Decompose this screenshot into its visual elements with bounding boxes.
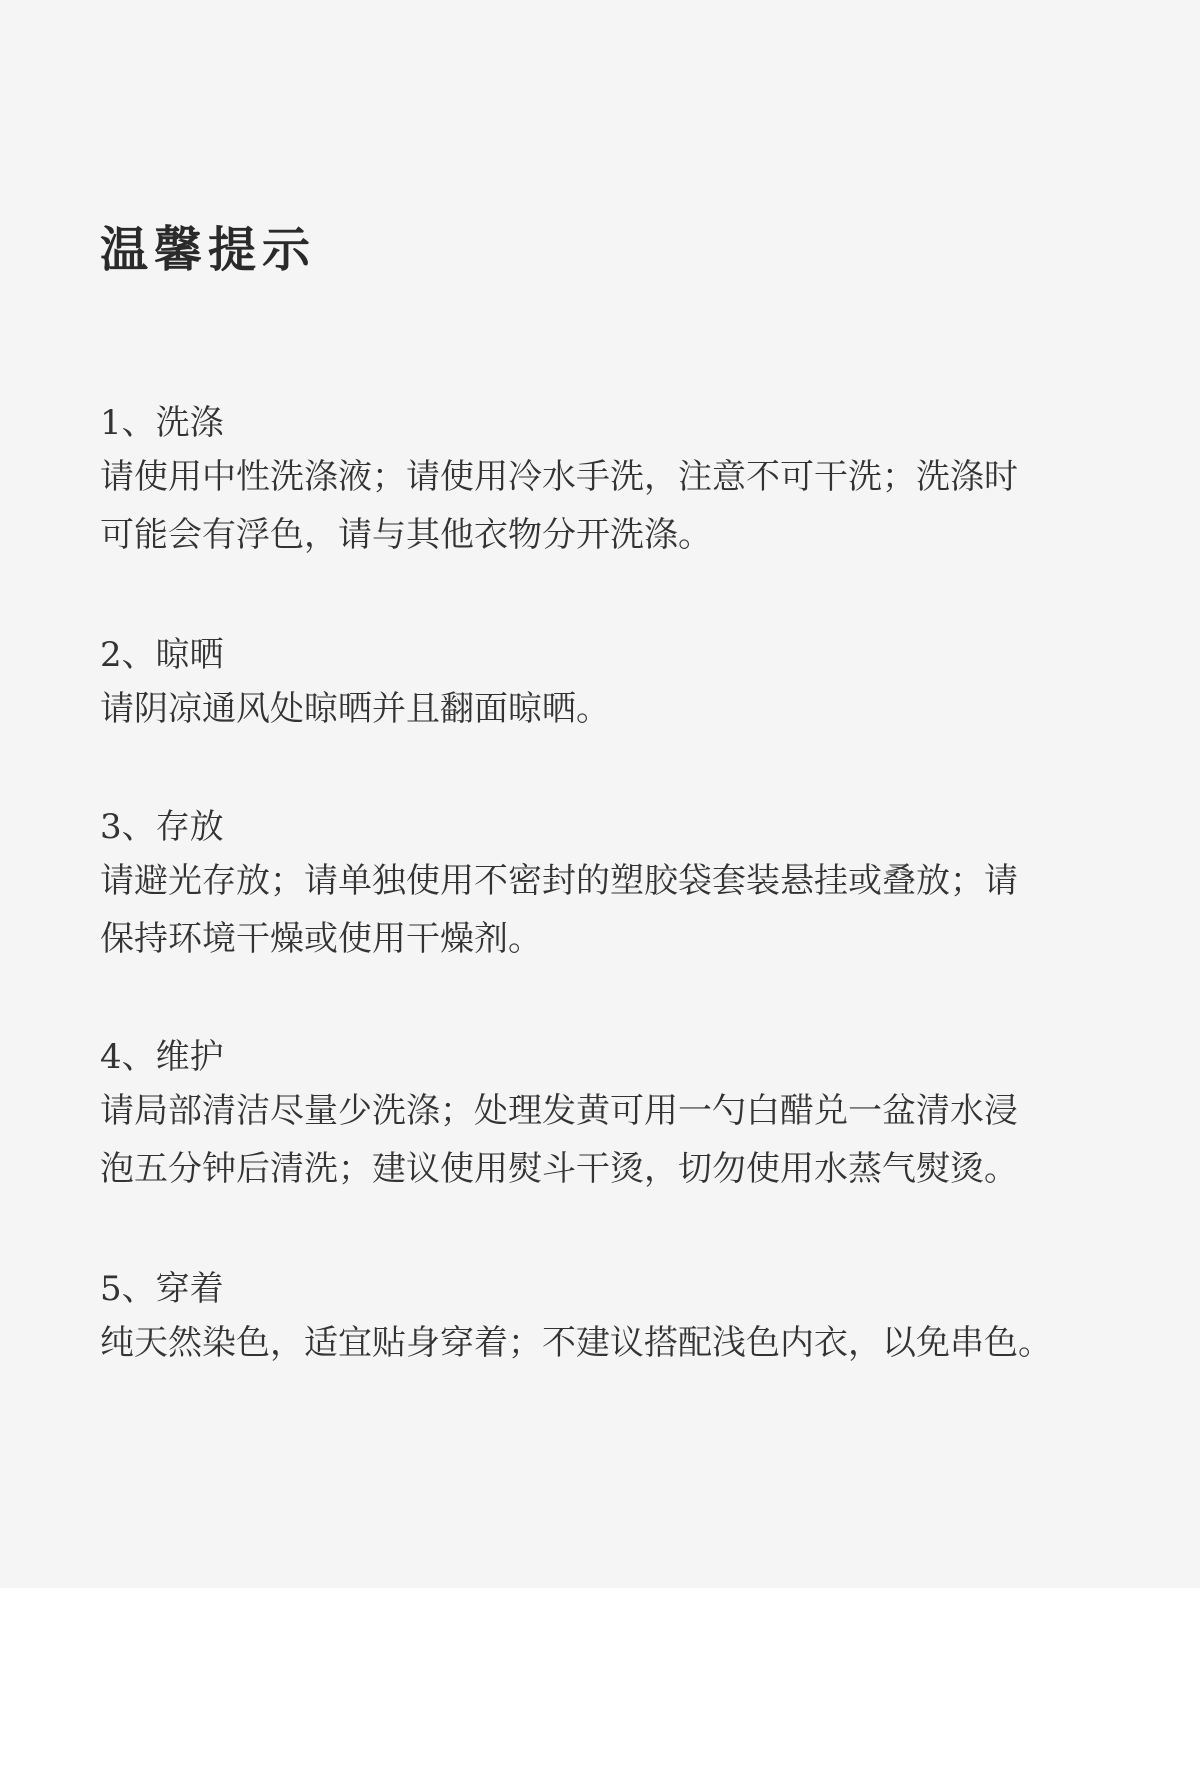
section-text-line: 请阴凉通风处晾晒并且翻面晾晒。	[100, 689, 610, 729]
section-text-line: 请局部清洁尽量少洗涤；处理发黄可用一勺白醋兑一盆清水浸	[100, 1091, 1018, 1131]
page-title: 温馨提示	[100, 222, 317, 278]
section-text-line: 保持环境干燥或使用干燥剂。	[100, 919, 542, 959]
section-text-line: 纯天然染色，适宜贴身穿着；不建议搭配浅色内衣，以免串色。	[100, 1323, 1052, 1363]
section-wearing	[100, 1264, 1090, 1372]
section-maintenance	[100, 1032, 1090, 1198]
section-drying	[100, 630, 1090, 738]
section-heading: 2、晾晒	[100, 635, 224, 675]
section-washing	[100, 398, 1090, 564]
section-heading: 5、穿着	[100, 1269, 224, 1309]
section-text-line: 泡五分钟后清洗；建议使用熨斗干烫，切勿使用水蒸气熨烫。	[100, 1149, 1018, 1189]
section-text-line: 请避光存放；请单独使用不密封的塑胶袋套装悬挂或叠放；请	[100, 861, 1018, 901]
section-text-line: 请使用中性洗涤液；请使用冷水手洗，注意不可干洗；洗涤时	[100, 457, 1018, 497]
section-heading: 1、洗涤	[100, 403, 224, 443]
section-text-line: 可能会有浮色，请与其他衣物分开洗涤。	[100, 515, 712, 555]
section-storage	[100, 802, 1090, 968]
section-heading: 3、存放	[100, 807, 224, 847]
section-heading: 4、维护	[100, 1037, 224, 1077]
